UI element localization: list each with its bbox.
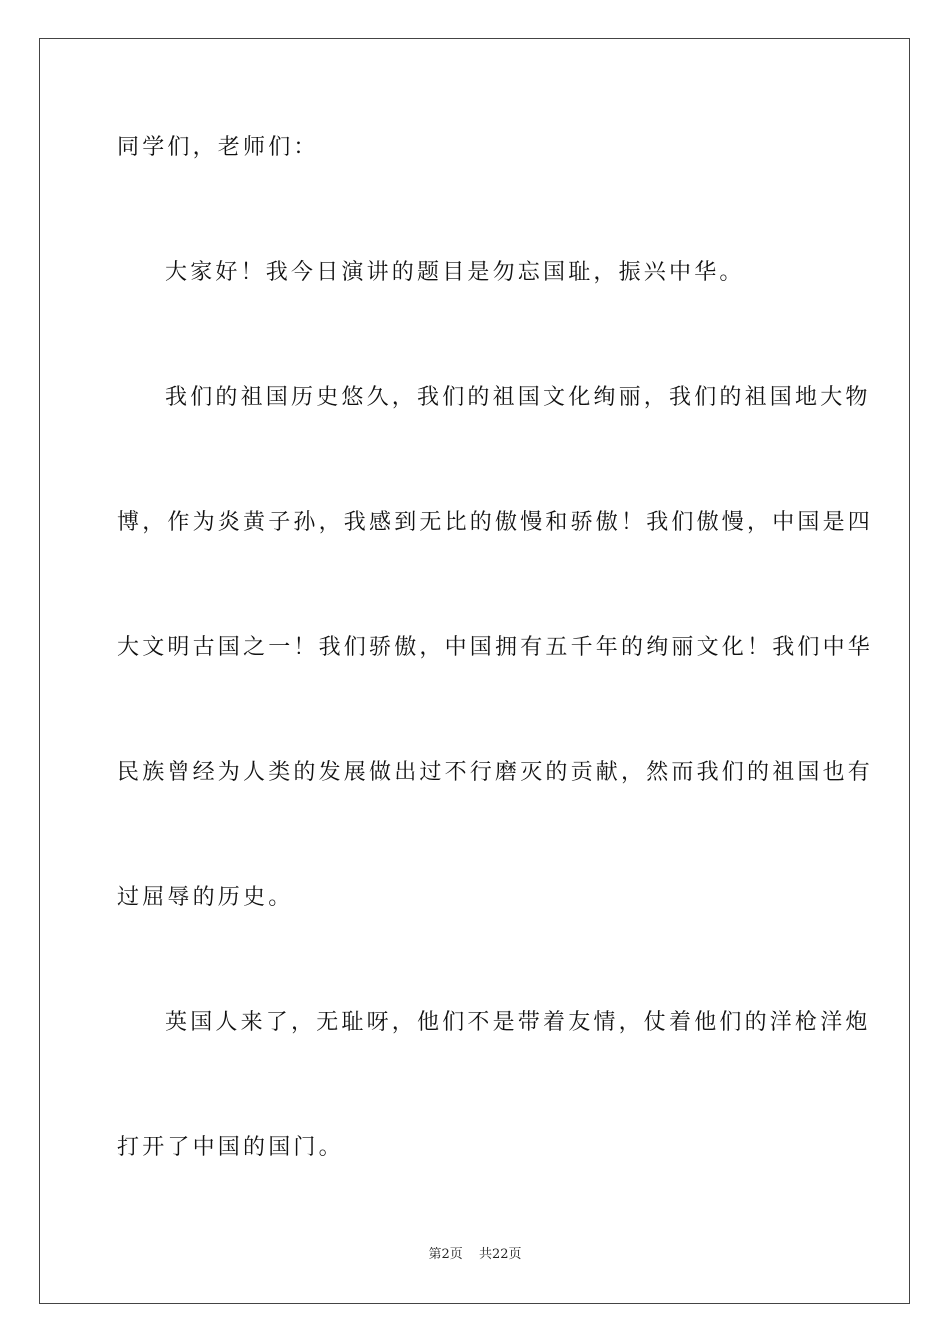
- paragraph-line: 大家好！我今日演讲的题目是勿忘国耻，振兴中华。: [165, 260, 745, 285]
- paragraph-line: 英国人来了，无耻呀，他们不是带着友情，仗着他们的洋枪洋炮: [165, 1010, 871, 1035]
- paragraph-line: 过屈辱的历史。: [117, 885, 294, 910]
- paragraph-line: 博，作为炎黄子孙，我感到无比的傲慢和骄傲！我们傲慢，中国是四: [117, 510, 874, 535]
- page-number: 第2页: [428, 1247, 463, 1262]
- total-pages: 共22页: [478, 1247, 522, 1262]
- paragraph-line: 大文明古国之一！我们骄傲，中国拥有五千年的绚丽文化！我们中华: [117, 635, 874, 660]
- paragraph-line: 打开了中国的国门。: [117, 1135, 344, 1160]
- paragraph-line: 我们的祖国历史悠久，我们的祖国文化绚丽，我们的祖国地大物: [165, 385, 871, 410]
- salutation-line: 同学们，老师们：: [117, 135, 319, 160]
- page-frame: [39, 38, 910, 1304]
- page-footer: [0, 1246, 950, 1264]
- paragraph-line: 民族曾经为人类的发展做出过不行磨灭的贡献，然而我们的祖国也有: [117, 760, 874, 785]
